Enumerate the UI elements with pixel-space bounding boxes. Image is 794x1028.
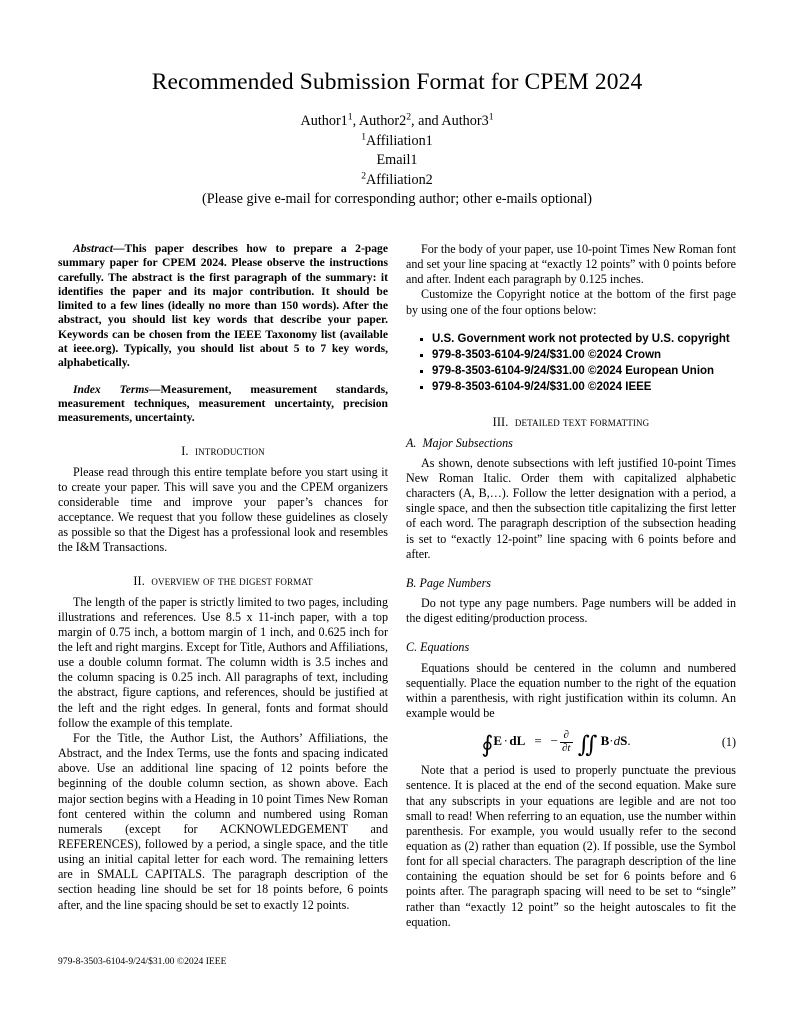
equation-minus-sign: − <box>550 733 558 749</box>
index-terms-text: Measurement, measurement standards, measurement techniques, measurement uncertainty, precision measurements, uncertainty. <box>58 382 388 425</box>
equation-dot-product-2: · <box>609 733 614 749</box>
subsection-title: Page Numbers <box>419 575 491 590</box>
author-1-name: Author1 <box>300 113 348 130</box>
right-column <box>406 242 736 930</box>
section-number: III. <box>492 414 509 429</box>
overview-paragraph-2: For the Title, the Author List, the Authors’ Affiliations, the Abstract, and the Index Terms, use the fonts and spacing indicated above. Use an additional line spacing of 12 points before the beginning of the double column section, as shown above. Each major section begins with a Heading in 10 point Times New Roman font centered within the column and numbered using Roman numerals (except for ACKNOWLEDGEMENT and REFERENCES), followed by a period, a single space, and the title using an initial capital letter for each word. The remaining letters are in SMALL CAPITALS. The paragraph description of the section heading line should be set for 18 points before, 6 points after, and the line spacing should be set to exactly 12 points. <box>58 730 388 912</box>
equation-dot-product-1: · <box>503 733 508 749</box>
spacer <box>58 556 388 574</box>
subsection-heading-equations <box>406 640 736 655</box>
section-heading-introduction <box>58 444 388 459</box>
section-number: I. <box>181 443 189 458</box>
author-list <box>58 112 736 132</box>
affiliation-1-text: Affiliation1 <box>366 132 433 149</box>
equation-expression <box>406 729 706 759</box>
author-separator-2: , and <box>411 113 442 130</box>
copyright-options-list <box>406 332 736 396</box>
spacer <box>58 426 388 444</box>
section-title: detailed text formatting <box>514 414 650 429</box>
subsection-label: C. <box>406 640 418 655</box>
abstract-label: Abstract— <box>73 242 125 255</box>
list-item: U.S. Government work not protected by U.S. copyright <box>432 332 736 347</box>
intro-paragraph-1: Please read through this entire template before you start using it to create your paper. This will save you and the CPEM organizers considerable time and improve your paper’s chances for acceptance. We request that you follow these guidelines as closely as possible so that the Digest has a professional look and resembles the I&M Transactions. <box>58 464 388 555</box>
page-title: Recommended Submission Format for CPEM 2024 <box>151 69 643 95</box>
abstract-paragraph <box>58 242 388 371</box>
index-terms-paragraph <box>58 383 388 426</box>
affiliation-2-text: Affiliation2 <box>366 171 433 188</box>
equation-b-field: B <box>600 733 610 749</box>
list-item: 979-8-3503-6104-9/24/$31.00 ©2024 European Union <box>432 364 736 379</box>
title-block <box>58 68 736 210</box>
subsection-heading-major-subsections <box>406 436 736 451</box>
list-item: 979-8-3503-6104-9/24/$31.00 ©2024 Crown <box>432 348 736 363</box>
affiliation-2-line <box>58 171 736 191</box>
left-column <box>58 242 388 913</box>
section-title: overview of the digest format <box>151 573 313 588</box>
section-heading-overview <box>58 574 388 589</box>
spacer <box>406 626 736 640</box>
subsection-heading-page-numbers <box>406 576 736 591</box>
equations-paragraph-1: Equations should be centered in the column and numbered sequentially. Place the equation number to the right of the equation within a parenthesis, with right justification within its column. An example would be <box>406 660 736 721</box>
index-terms-label: Index Terms— <box>73 382 161 396</box>
author-3-affil-marker: 1 <box>488 111 494 123</box>
section-heading-detailed-formatting <box>406 415 736 430</box>
equation-e-field: E <box>493 733 503 749</box>
email-1-line: Email1 <box>376 152 418 169</box>
subsection-title: Equations <box>420 640 470 655</box>
equation-block <box>406 721 736 763</box>
subsection-label: A. <box>406 435 417 450</box>
body-font-paragraph-2: Customize the Copyright notice at the bottom of the first page by using one of the four options below: <box>406 287 736 317</box>
double-integral-icon: ∬ <box>577 732 598 759</box>
section-title: introduction <box>195 443 265 458</box>
abstract-text: This paper describes how to prepare a 2-page summary paper for CPEM 2024. Please observe the instructions carefully. The abstract is the first paragraph of the summary: it identifies the paper and its major contribution. It should be limited to a few lines (ideally no more than 150 words). After the abstract, you should list key words that describe your paper. Keywords can be chosen from the IEEE Taxonomy list (available at ieee.org). Typically, you should list about 5 to 7 key words, alphabetically. <box>58 242 388 370</box>
author-3-name: Author3 <box>441 113 489 130</box>
affiliation-1-line <box>58 132 736 152</box>
equations-paragraph-2: Note that a period is used to properly punctuate the previous sentence. It is placed at the end of the second equation. Make sure that any subscripts in your equations are legible and are not too small to read! When referring to an equation, use the number within parenthesis. For example, you would usually refer to the second equation as (2) rather than equation (2). If possible, use the Symbol font for all special characters. The paragraph description of the line containing the equation should be set for 6 points before and 6 points after. The paragraph spacing will need to be set to “single” rather than “exactly 12 point” so the height autoscales to fit the equation. <box>406 763 736 929</box>
section-number: II. <box>133 573 145 588</box>
partial-numerator: ∂ <box>560 730 573 743</box>
equation-number: (1) <box>721 734 736 749</box>
author-2-affil-marker: 2 <box>406 111 412 123</box>
author-1-affil-marker: 1 <box>347 111 353 123</box>
affiliation-1-marker: 1 <box>361 130 367 142</box>
page-numbers-paragraph-1: Do not type any page numbers. Page numbers will be added in the digest editing/production process. <box>406 596 736 626</box>
equation-dl-element: dL <box>509 733 526 749</box>
equation-s-field: S <box>620 733 628 749</box>
subsection-label: B. <box>406 575 417 590</box>
major-subsections-paragraph-1: As shown, denote subsections with left justified 10-point Times New Roman Italic. Order them with capitalized alphabetic characters (A, B,…). Follow the letter designation with a period, a single space, and then the subsection title capitalizing the first letter of each word. The paragraph description of the subsection heading is set to “exactly 12-point” line spacing with 6 points before and after. <box>406 455 736 561</box>
body-font-paragraph-1: For the body of your paper, use 10-point Times New Roman font and set your line spacing at “exactly 12 points” with 0 points before and after. Indent each paragraph by 0.125 inches. <box>406 242 736 287</box>
partial-derivative-fraction <box>560 730 573 754</box>
affiliation-2-marker: 2 <box>361 169 367 181</box>
author-2-name: Author2 <box>358 113 407 130</box>
spacer <box>406 397 736 415</box>
email-instruction-note: (Please give e-mail for corresponding author; other e-mails optional) <box>201 191 593 208</box>
footer-copyright-notice: 979-8-3503-6104-9/24/$31.00 ©2024 IEEE <box>58 956 227 967</box>
equation-period: . <box>627 733 631 749</box>
equation-equals-sign: = <box>534 733 542 749</box>
list-item: 979-8-3503-6104-9/24/$31.00 ©2024 IEEE <box>432 380 736 395</box>
author-separator-1: , <box>352 113 359 130</box>
spacer <box>406 562 736 576</box>
contour-integral-icon: ∮ <box>481 732 494 759</box>
subsection-title: Major Subsections <box>422 435 513 450</box>
spacer <box>406 318 736 332</box>
equation-differential-d: d <box>613 733 621 749</box>
overview-paragraph-1: The length of the paper is strictly limited to two pages, including illustrations and references. Use 8.5 x 11-inch paper, with a top margin of 0.75 inch, a bottom margin of 1 inch, and 0.625 inch for the left and right margins. Except for Title, Authors and Affiliations, use a double column format. The column width is 3.5 inches and the column spacing is 0.25 inch. All paragraphs of text, including the abstract, figure captions, and references, should be justified at the left and the right edges. In general, fonts and format should follow the example of this template. <box>58 594 388 730</box>
partial-denominator: ∂t <box>562 741 571 754</box>
